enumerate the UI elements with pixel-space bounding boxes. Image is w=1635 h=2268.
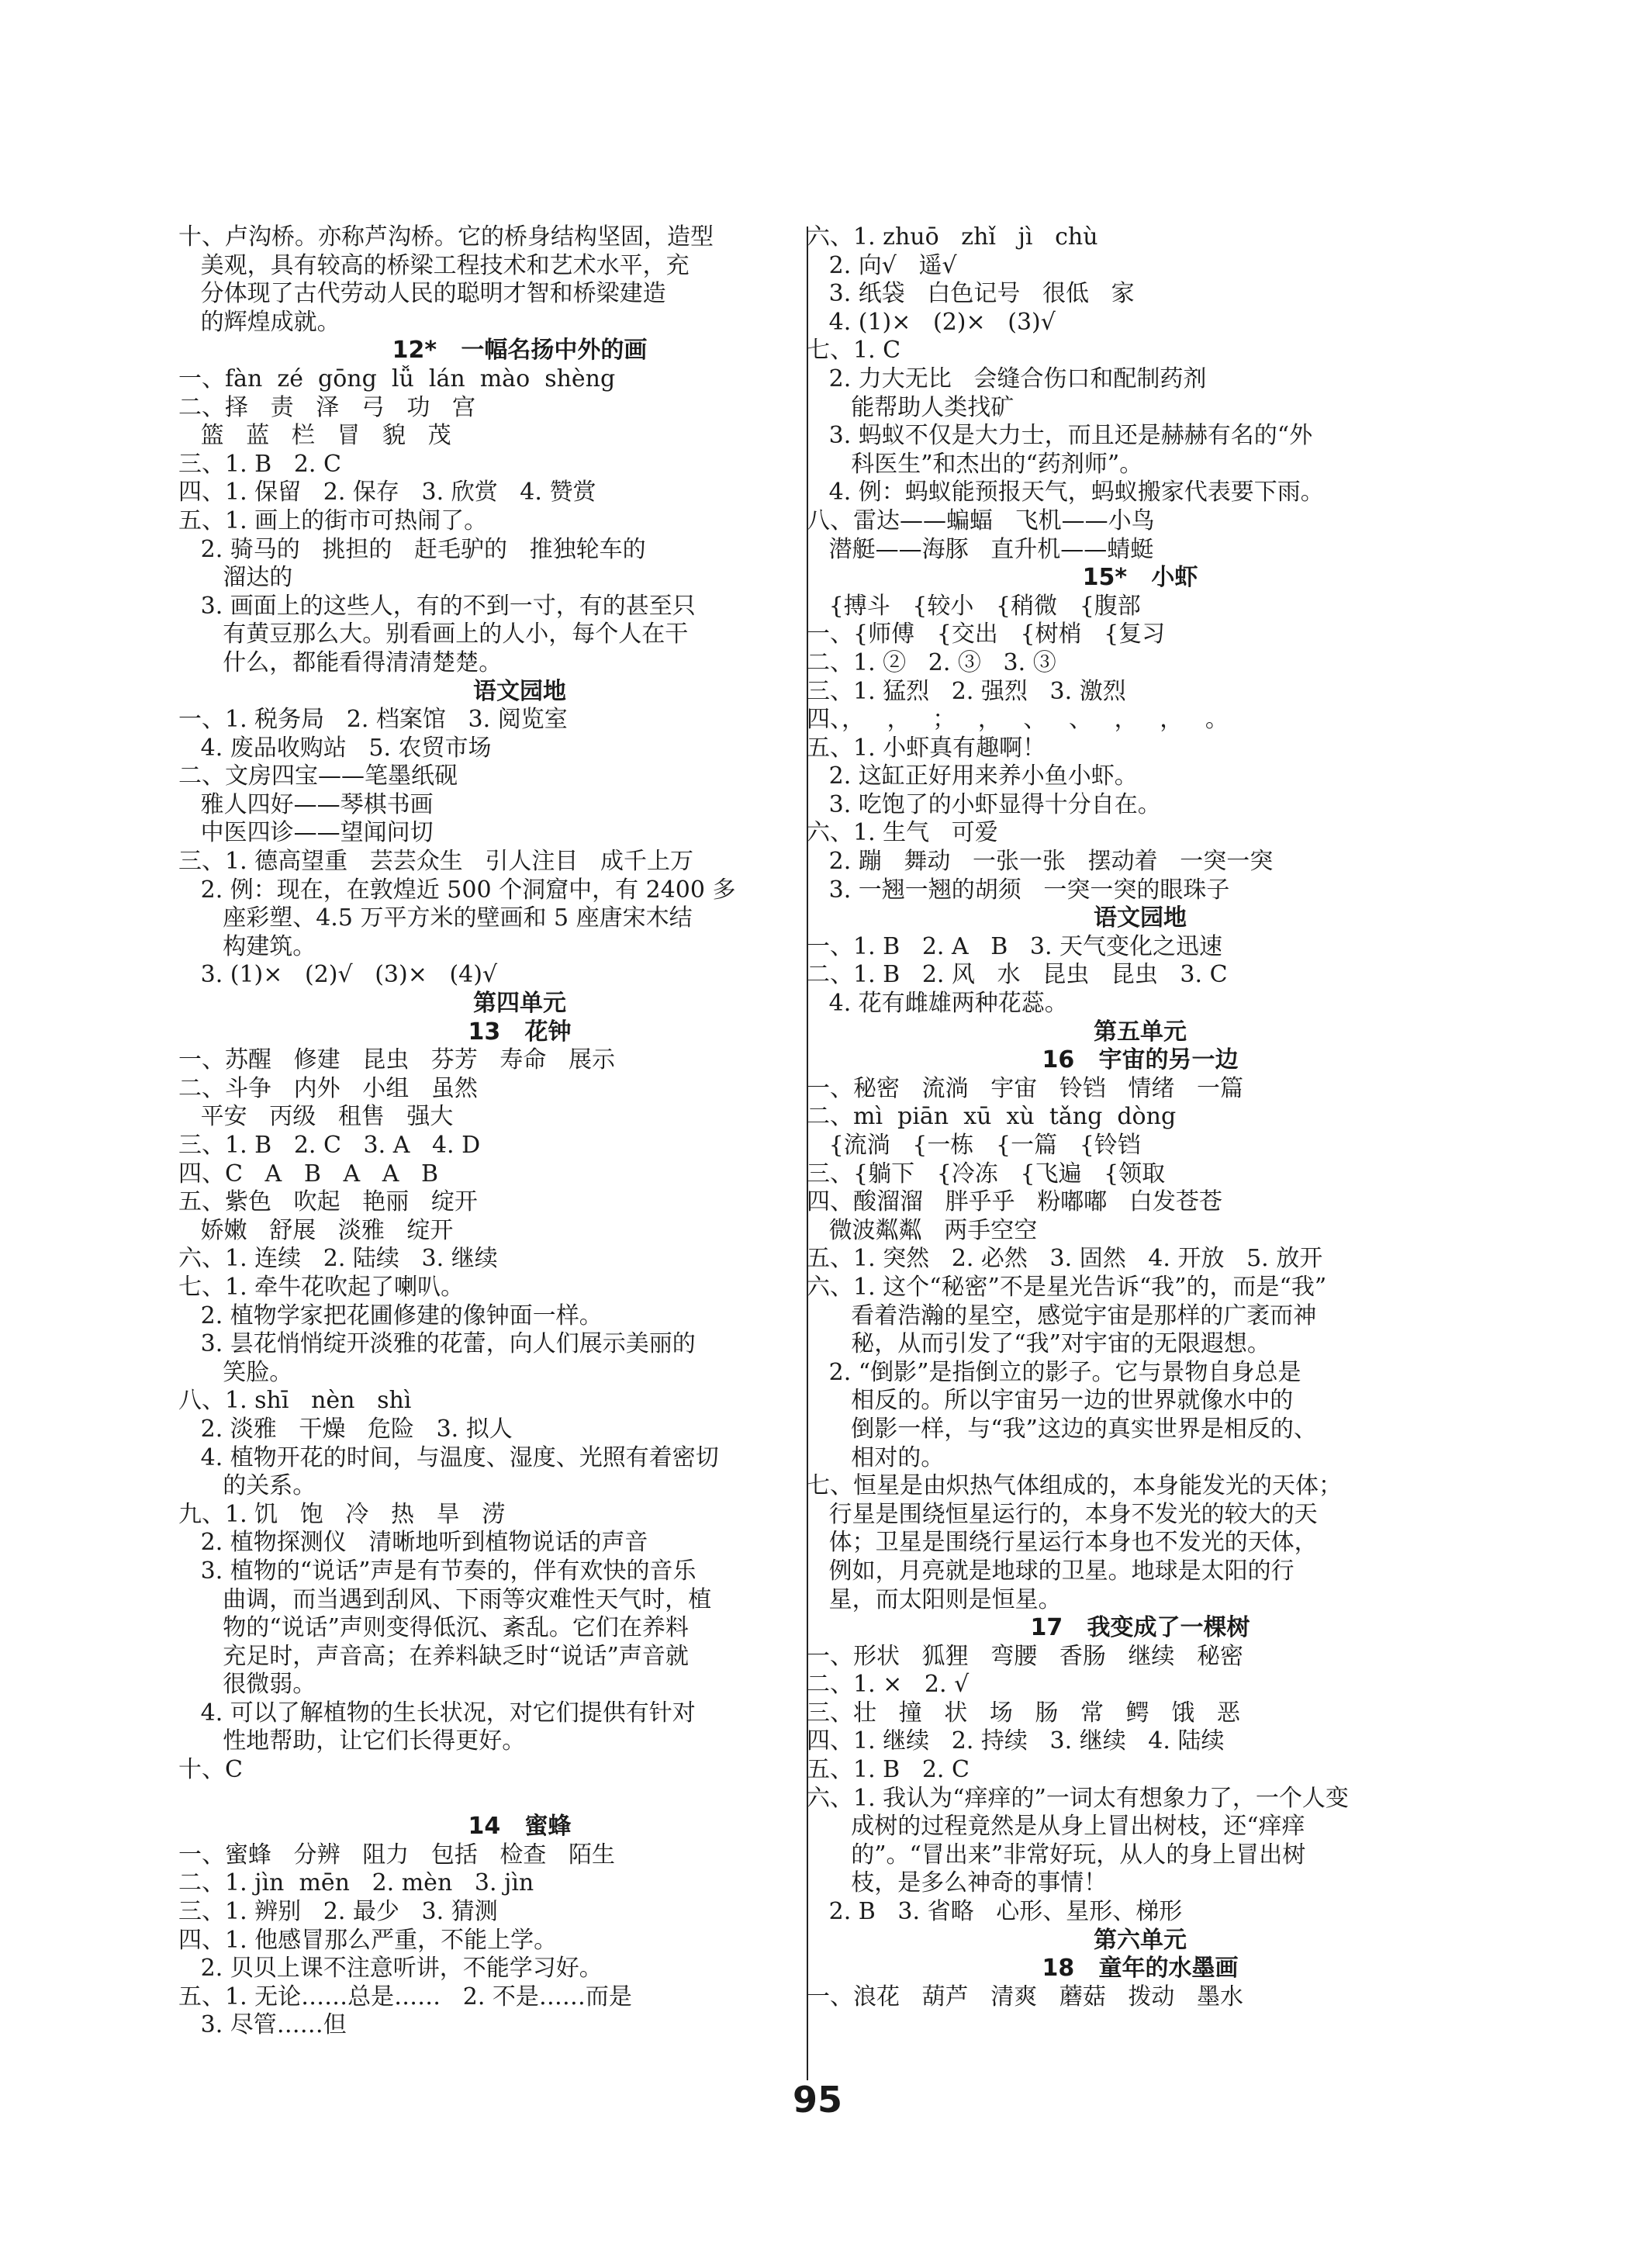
answer-line: 星，而太阳则是恒星。 bbox=[807, 1585, 1062, 1613]
answer-line: 3. 画面上的这些人，有的不到一寸，有的甚至只 bbox=[178, 592, 696, 620]
answer-line: 三、1. 辨别 2. 最少 3. 猜测 bbox=[178, 1898, 498, 1926]
answer-line: 二、1. ② 2. ③ 3. ③ bbox=[807, 648, 1056, 676]
answer-line: 的辉煌成就。 bbox=[178, 308, 340, 336]
answer-line: 行星是围绕恒星运行的，本身不发光的较大的天 bbox=[807, 1500, 1318, 1528]
answer-line: 六、1. 生气 可爱 bbox=[807, 819, 998, 847]
answer-line: 2. 淡雅 干燥 危险 3. 拟人 bbox=[178, 1415, 513, 1443]
answer-line: {搏斗 {较小 {稍微 {腹部 bbox=[807, 592, 1141, 620]
answer-line: 4. 例：蚂蚁能预报天气，蚂蚁搬家代表要下雨。 bbox=[807, 479, 1324, 506]
answer-line: 座彩塑、4.5 万平方米的壁画和 5 座唐宋木结 bbox=[178, 904, 693, 932]
answer-line: 3. 一翘一翘的胡须 一突一突的眼珠子 bbox=[807, 876, 1230, 904]
answer-line: 2. 蹦 舞动 一张一张 摆动着 一突一突 bbox=[807, 848, 1274, 876]
section-heading: 16 宇宙的另一边 bbox=[1042, 1046, 1239, 1074]
answer-line: 笑脸。 bbox=[178, 1358, 293, 1386]
answer-line: 六、1. zhuō zhǐ jì chù bbox=[807, 223, 1098, 251]
answer-line: 能帮助人类找矿 bbox=[807, 393, 1015, 421]
answer-line: 三、{躺下 {冷冻 {飞遍 {领取 bbox=[807, 1160, 1166, 1188]
answer-line: 3. 纸袋 白色记号 很低 家 bbox=[807, 280, 1135, 308]
section-heading: 语文园地 bbox=[473, 677, 566, 705]
section-heading: 第五单元 bbox=[1094, 1018, 1187, 1046]
answer-line: 八、雷达——蝙蝠 飞机——小鸟 bbox=[807, 506, 1155, 534]
section-heading: 18 童年的水墨画 bbox=[1042, 1955, 1239, 1983]
answer-line: 五、1. 突然 2. 必然 3. 固然 4. 开放 5. 放开 bbox=[807, 1245, 1323, 1273]
answer-line: 十、C bbox=[178, 1756, 243, 1784]
answer-line: 3. (1)× (2)√ (3)× (4)√ bbox=[178, 961, 498, 989]
section-heading: 17 我变成了一棵树 bbox=[1030, 1614, 1250, 1642]
answer-line: 微波粼粼 两手空空 bbox=[807, 1216, 1038, 1244]
answer-line: 三、1. 猛烈 2. 强烈 3. 激烈 bbox=[807, 677, 1126, 705]
answer-line: 四、， ， ； ， 、 、 ， ， 。 bbox=[807, 706, 1229, 734]
answer-line: 充足时，声音高；在养料缺乏时“说话”声音就 bbox=[178, 1642, 689, 1670]
answer-line: 六、1. 连续 2. 陆续 3. 继续 bbox=[178, 1245, 498, 1273]
answer-line: 二、择 责 泽 弓 功 宫 bbox=[178, 393, 476, 421]
answer-line: 2. 贝贝上课不注意听讲，不能学习好。 bbox=[178, 1955, 603, 1983]
answer-line: 2. 植物学家把花圃修建的像钟面一样。 bbox=[178, 1302, 603, 1329]
answer-line: 成树的过程竟然是从身上冒出树枝，还“痒痒 bbox=[807, 1813, 1305, 1841]
section-heading: 14 蜜蜂 bbox=[468, 1813, 572, 1841]
answer-line: 二、mì piān xū xù tǎng dòng bbox=[807, 1103, 1177, 1131]
answer-line: 八、1. shī nèn shì bbox=[178, 1387, 412, 1415]
answer-line: 四、酸溜溜 胖乎乎 粉嘟嘟 白发苍苍 bbox=[807, 1188, 1222, 1216]
answer-line: 一、形状 狐狸 弯腰 香肠 继续 秘密 bbox=[807, 1642, 1244, 1670]
answer-line: 五、1. 无论……总是…… 2. 不是……而是 bbox=[178, 1983, 632, 2010]
right-column bbox=[807, 223, 1474, 2011]
answer-line: 娇嫩 舒展 淡雅 绽开 bbox=[178, 1216, 454, 1244]
answer-line: 十、卢沟桥。亦称芦沟桥。它的桥身结构坚固，造型 bbox=[178, 223, 714, 251]
answer-line: 美观，具有较高的桥梁工程技术和艺术水平，充 bbox=[178, 251, 690, 279]
answer-line: 看着浩瀚的星空，感觉宇宙是那样的广袤而神 bbox=[807, 1302, 1317, 1329]
answer-line: 2. 骑马的 挑担的 赶毛驴的 推独轮车的 bbox=[178, 535, 646, 563]
answer-line: 2. 例：现在，在敦煌近 500 个洞窟中，有 2400 多 bbox=[178, 876, 736, 904]
answer-line: 很微弱。 bbox=[178, 1671, 316, 1699]
answer-line: 一、秘密 流淌 宇宙 铃铛 情绪 一篇 bbox=[807, 1074, 1244, 1102]
answer-line: 2. “倒影”是指倒立的影子。它与景物自身总是 bbox=[807, 1358, 1301, 1386]
answer-line: 倒影一样，与“我”这边的真实世界是相反的、 bbox=[807, 1415, 1317, 1443]
answer-line: 2. 力大无比 会缝合伤口和配制药剂 bbox=[807, 365, 1207, 392]
answer-line: 二、1. jìn mēn 2. mèn 3. jìn bbox=[178, 1869, 534, 1897]
section-heading: 12* 一幅名扬中外的画 bbox=[392, 337, 648, 365]
answer-line: 四、1. 继续 2. 持续 3. 继续 4. 陆续 bbox=[807, 1727, 1225, 1755]
section-heading: 第六单元 bbox=[1094, 1926, 1187, 1954]
answer-line: 2. 向√ 遥√ bbox=[807, 251, 957, 279]
answer-line: 体；卫星是围绕行星运行本身也不发光的天体， bbox=[807, 1529, 1318, 1557]
answer-line: 一、fàn zé gōng lǚ lán mào shèng bbox=[178, 365, 616, 392]
answer-line: 二、1. B 2. 风 水 昆虫 昆虫 3. C bbox=[807, 961, 1228, 989]
answer-line: 四、1. 保留 2. 保存 3. 欣赏 4. 赞赏 bbox=[178, 479, 596, 506]
answer-line: 四、1. 他感冒那么严重，不能上学。 bbox=[178, 1926, 558, 1954]
answer-line: 六、1. 我认为“痒痒的”一词太有想象力了，一个人变 bbox=[807, 1784, 1349, 1812]
answer-line: 相对的。 bbox=[807, 1443, 945, 1471]
answer-line: 五、1. B 2. C bbox=[807, 1756, 970, 1784]
answer-line: 例如，月亮就是地球的卫星。地球是太阳的行 bbox=[807, 1557, 1295, 1585]
answer-line: 的关系。 bbox=[178, 1472, 316, 1500]
answer-line: 性地帮助，让它们长得更好。 bbox=[178, 1727, 526, 1755]
page-number: 95 bbox=[792, 2079, 842, 2121]
answer-line: 的”。“冒出来”非常好玩，从人的身上冒出树 bbox=[807, 1841, 1306, 1869]
answer-line: 五、1. 小虾真有趣啊！ bbox=[807, 734, 1046, 762]
answer-line: 九、1. 饥 饱 冷 热 旱 涝 bbox=[178, 1500, 506, 1528]
answer-line: 什么，都能看得清清楚楚。 bbox=[178, 648, 503, 676]
answer-line: 2. 这缸正好用来养小鱼小虾。 bbox=[807, 762, 1138, 790]
answer-line: {流淌 {一栋 {一篇 {铃铛 bbox=[807, 1132, 1141, 1159]
answer-line: 曲调，而当遇到刮风、下雨等灾难性天气时，植 bbox=[178, 1585, 712, 1613]
answer-line: 五、紫色 吹起 艳丽 绽开 bbox=[178, 1188, 478, 1216]
answer-line: 三、1. B 2. C 3. A 4. D bbox=[178, 1132, 481, 1159]
section-heading: 13 花钟 bbox=[468, 1018, 572, 1046]
answer-line: 物的“说话”声则变得低沉、紊乱。它们在养料 bbox=[178, 1614, 689, 1642]
answer-line: 七、1. C bbox=[807, 337, 901, 365]
answer-line: 3. 吃饱了的小虾显得十分自在。 bbox=[807, 790, 1161, 818]
answer-line: 溜达的 bbox=[178, 564, 293, 592]
answer-line: 三、1. 德高望重 芸芸众生 引人注目 成千上万 bbox=[178, 848, 693, 876]
answer-line: 篮 蓝 栏 冒 貌 茂 bbox=[178, 422, 451, 450]
section-heading: 语文园地 bbox=[1094, 904, 1187, 932]
answer-line: 分体现了古代劳动人民的聪明才智和桥梁建造 bbox=[178, 280, 666, 308]
answer-line: 秘，从而引发了“我”对宇宙的无限遐想。 bbox=[807, 1330, 1270, 1358]
blank-line bbox=[178, 1785, 861, 1813]
answer-line: 4. (1)× (2)× (3)√ bbox=[807, 308, 1056, 336]
answer-line: 潜艇——海豚 直升机——蜻蜓 bbox=[807, 535, 1154, 563]
answer-line: 二、文房四宝——笔墨纸砚 bbox=[178, 762, 458, 790]
answer-line: 雅人四好——琴棋书画 bbox=[178, 790, 434, 818]
answer-line: 4. 废品收购站 5. 农贸市场 bbox=[178, 734, 492, 762]
answer-line: 中医四诊——望闻问切 bbox=[178, 819, 434, 847]
answer-line: 三、1. B 2. C bbox=[178, 450, 341, 478]
answer-line: 2. B 3. 省略 心形、星形、梯形 bbox=[807, 1898, 1183, 1926]
answer-line: 3. 植物的“说话”声是有节奏的，伴有欢快的音乐 bbox=[178, 1557, 697, 1585]
left-column bbox=[178, 223, 861, 2040]
answer-line: 4. 植物开花的时间，与温度、湿度、光照有着密切 bbox=[178, 1443, 719, 1471]
answer-line: 二、斗争 内外 小组 虽然 bbox=[178, 1074, 478, 1102]
answer-line: 四、C A B A A B bbox=[178, 1160, 439, 1188]
answer-line: 3. 尽管……但 bbox=[178, 2011, 347, 2039]
answer-line: 一、苏醒 修建 昆虫 芬芳 寿命 展示 bbox=[178, 1046, 616, 1074]
answer-line: 一、1. B 2. A B 3. 天气变化之迅速 bbox=[807, 932, 1223, 960]
answer-line: 4. 可以了解植物的生长状况，对它们提供有针对 bbox=[178, 1699, 696, 1727]
answer-line: 有黄豆那么大。别看画上的人小，每个人在干 bbox=[178, 621, 689, 648]
answer-line: 一、1. 税务局 2. 档案馆 3. 阅览室 bbox=[178, 706, 568, 734]
answer-line: 三、壮 撞 状 场 肠 常 鳄 饿 恶 bbox=[807, 1699, 1240, 1727]
answer-line: 科医生”和杰出的“药剂师”。 bbox=[807, 450, 1143, 478]
answer-line: 六、1. 这个“秘密”不是星光告诉“我”的，而是“我” bbox=[807, 1273, 1327, 1301]
section-heading: 第四单元 bbox=[473, 990, 566, 1018]
answer-line: 3. 蚂蚁不仅是大力士，而且还是赫赫有名的“外 bbox=[807, 422, 1313, 450]
answer-line: 构建筑。 bbox=[178, 932, 316, 960]
answer-line: 平安 丙级 租售 强大 bbox=[178, 1103, 454, 1131]
answer-line: 3. 昙花悄悄绽开淡雅的花蕾，向人们展示美丽的 bbox=[178, 1330, 696, 1358]
answer-line: 一、{师傅 {交出 {树梢 {复习 bbox=[807, 621, 1166, 648]
answer-line: 一、蜜蜂 分辨 阻力 包括 检查 陌生 bbox=[178, 1841, 616, 1869]
answer-line: 七、恒星是由炽热气体组成的，本身能发光的天体； bbox=[807, 1472, 1342, 1500]
answer-line: 枝，是多么神奇的事情！ bbox=[807, 1869, 1108, 1897]
answer-line: 2. 植物探测仪 清晰地听到植物说话的声音 bbox=[178, 1529, 648, 1557]
answer-line: 一、浪花 葫芦 清爽 蘑菇 拨动 墨水 bbox=[807, 1983, 1244, 2010]
answer-line: 七、1. 牵牛花吹起了喇叭。 bbox=[178, 1273, 465, 1301]
answer-line: 五、1. 画上的街市可热闹了。 bbox=[178, 506, 488, 534]
answer-line: 相反的。所以宇宙另一边的世界就像水中的 bbox=[807, 1387, 1294, 1415]
answer-line: 二、1. × 2. √ bbox=[807, 1671, 970, 1699]
answer-line: 4. 花有雌雄两种花蕊。 bbox=[807, 990, 1068, 1018]
section-heading: 15* 小虾 bbox=[1082, 564, 1198, 592]
